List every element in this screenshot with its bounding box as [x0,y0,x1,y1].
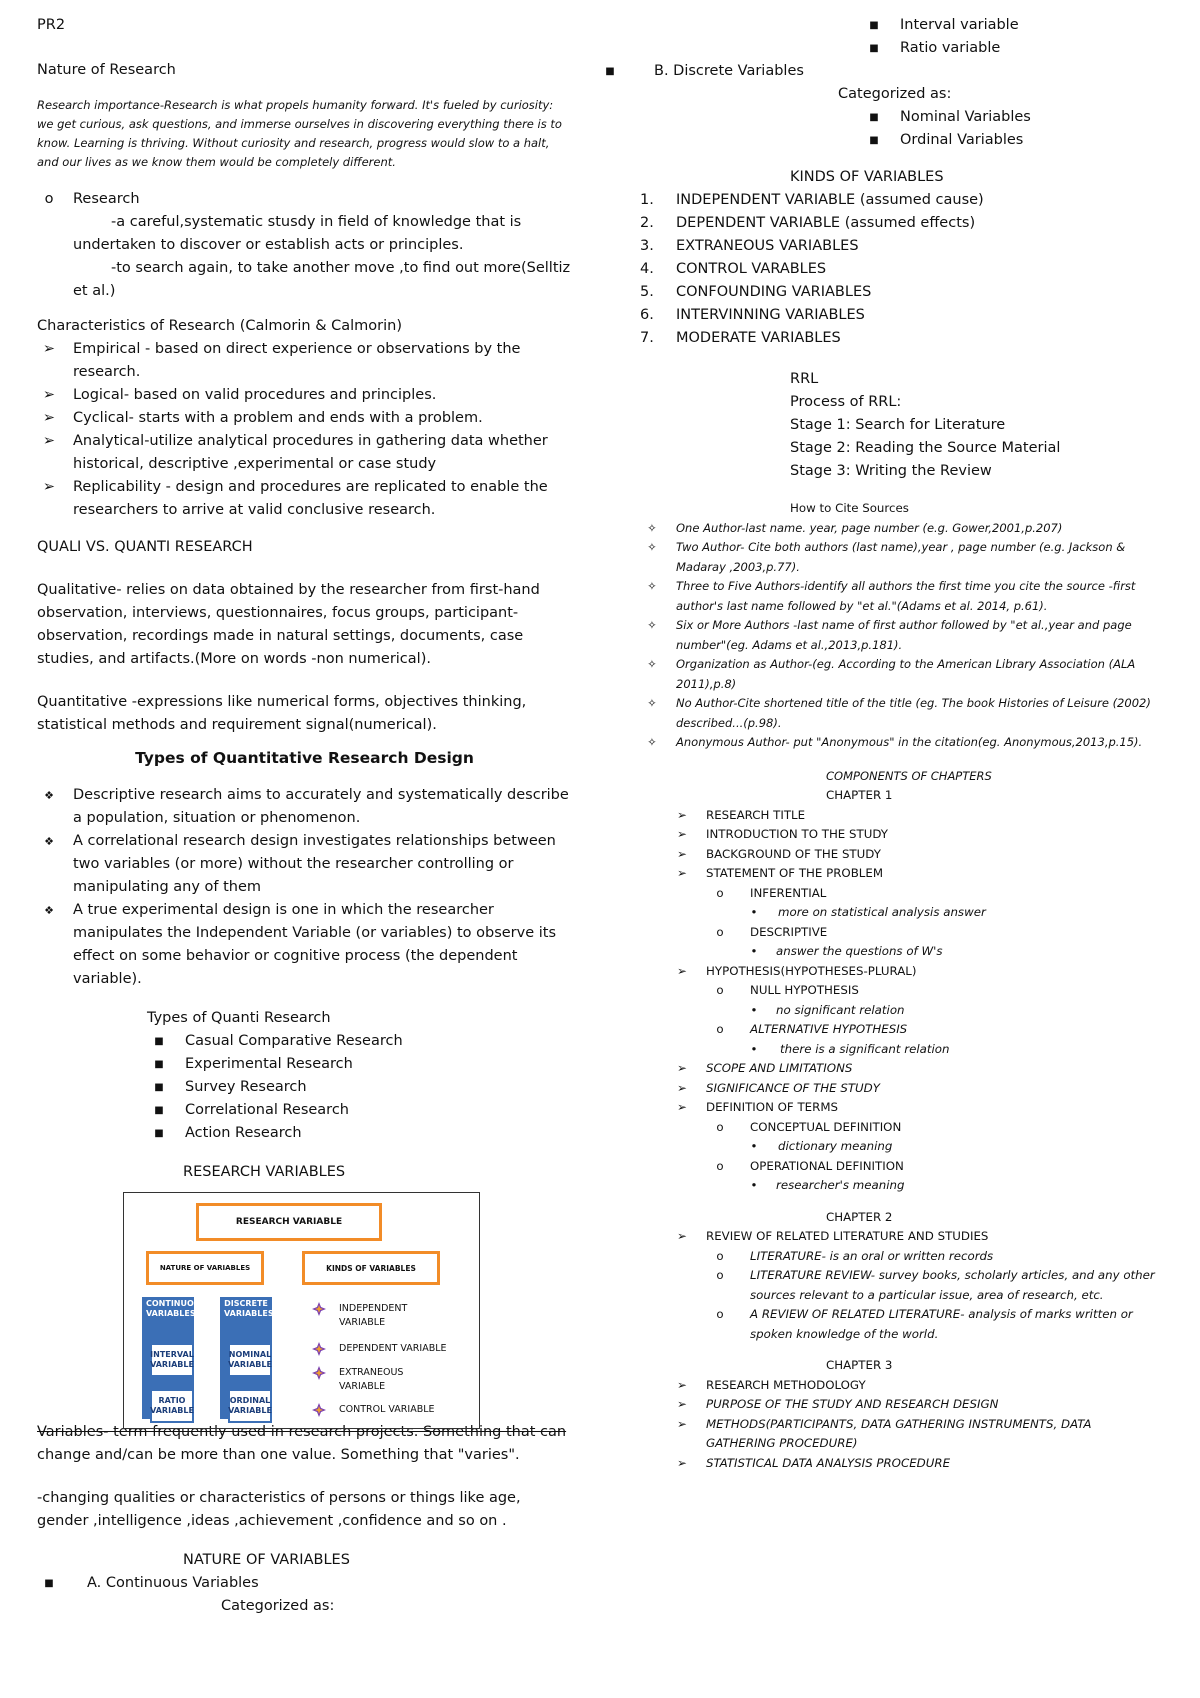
list-item: ➢ INTRODUCTION TO THE STUDY [670,825,1160,845]
list-item: ➢ SIGNIFICANCE OF THE STUDY [670,1079,1160,1099]
components-title: COMPONENTS OF CHAPTERS [826,768,992,783]
arrow-bullet-icon: ➢ [677,807,687,822]
arrow-bullet-icon: ➢ [42,387,56,403]
research-item: o Research [37,188,572,211]
list-item: ❖ Descriptive research aims to accurately and systematically describe a population, situation or phenomenon. [37,784,572,830]
qualitative-def: Qualitative- relies on data obtained by the researcher from first-hand observation, interviews, questionnaires, focus groups, participant-observation, recordings made in natural settings, documents, case studies, and artifacts.(More on words -non numerical). [37,582,540,667]
rrl-title: RRL [790,371,819,387]
arrow-bullet-icon: ➢ [677,1229,687,1243]
list-item: o LITERATURE REVIEW- survey books, scholarly articles, and any other sources relevant to a particular issue, area of research, etc. [670,1266,1160,1305]
list-item: ➢ Analytical-utilize analytical procedures in gathering data whether historical, descriptive ,experimental or case study [37,430,572,476]
list-item: o LITERATURE- is an oral or written records [670,1247,1160,1267]
variables-definition: Variables- term frequently used in research projects. Something that can change and/can be more than one value. Something that "varies". [37,1424,567,1463]
research-variables-title: RESEARCH VARIABLES [183,1164,346,1180]
diagram-interval-box: INTERVAL VARIABLE [150,1343,194,1377]
circle-bullet-icon: o [716,885,724,900]
list-item: ✧ Six or More Authors -last name of first author followed by "et al.,year and page number"(eg. Adams et al.,2013,p.181). [640,616,1160,655]
list-item: ■ Action Research [147,1122,572,1145]
chapter-3-title: CHAPTER 3 [826,1358,893,1372]
star-bullet-icon [312,1366,326,1380]
diamond-bullet-icon: ❖ [44,789,54,802]
arrow-bullet-icon: ➢ [677,827,687,841]
circle-bullet-icon: o [716,1119,724,1134]
characteristics-title: Characteristics of Research (Calmorin & Calmorin) [37,318,402,334]
categorized-label: Categorized as: [221,1598,335,1614]
arrow-bullet-icon: ➢ [677,1080,687,1095]
diagram-kind-item: INDEPENDENT VARIABLE [339,1302,439,1330]
list-item: ■ Nominal Variables [862,106,1160,129]
list-item: o ALTERNATIVE HYPOTHESIS [670,1020,1160,1040]
research-variable-diagram [123,1192,480,1429]
diamond-bullet-icon: ✧ [647,540,657,554]
types-design-heading: Types of Quantitative Research Design [135,749,474,767]
list-item: ➢ PURPOSE OF THE STUDY AND RESEARCH DESIGN [670,1395,1160,1415]
arrow-bullet-icon: ➢ [677,1416,687,1431]
circle-bullet-icon: o [716,1307,724,1321]
quantitative-def: Quantitative -expressions like numerical forms, objectives thinking, statistical methods and requirement signal(numerical). [37,694,527,733]
list-item: • dictionary meaning [670,1137,1160,1157]
list-item: ❖ A true experimental design is one in which the researcher manipulates the Independent Variable (or variables) to observe its effect on some behavior or cognitive process (the dependent variable). [37,899,572,991]
diamond-bullet-icon: ✧ [647,696,657,710]
list-item: o DESCRIPTIVE [670,923,1160,943]
circle-bullet-icon: o [716,1268,724,1282]
list-item: 5. CONFOUNDING VARIABLES [640,284,872,300]
square-bullet-icon: ■ [869,20,879,31]
rrl-stage: Stage 1: Search for Literature [790,417,1006,433]
rrl-stage: Stage 3: Writing the Review [790,463,992,479]
arrow-bullet-icon: ➢ [677,1397,687,1411]
diamond-bullet-icon: ✧ [647,579,657,593]
circle-bullet-icon: o [716,1022,724,1036]
dot-bullet-icon: • [750,944,758,958]
chapter-1-title: CHAPTER 1 [826,788,893,802]
research-importance: Research importance-Research is what propels humanity forward. It's fueled by curiosity: we get curious, ask questions, and immerse ourselves in discovering everything there is to know. Learning is thriving. Without curiosity and research, progress would slow to a halt, and our lives as we know them would be completely different. [37,98,562,169]
list-item: ➢ REVIEW OF RELATED LITERATURE AND STUDIES [670,1227,1160,1247]
list-item: ✧ No Author-Cite shortened title of the title (eg. The book Histories of Leisure (2002) described...(p.98). [640,694,1160,733]
list-item: ■ Interval variable [862,14,1160,37]
types-quanti-title: Types of Quanti Research [147,1010,331,1026]
diamond-bullet-icon: ❖ [44,904,54,917]
list-item: 3. EXTRANEOUS VARIABLES [640,238,859,254]
list-item: ■ Survey Research [147,1076,572,1099]
diamond-bullet-icon: ✧ [647,618,657,632]
diagram-kind-item: DEPENDENT VARIABLE [339,1342,469,1356]
diagram-nominal-box: NOMINAL VARIABLE [228,1343,272,1377]
square-bullet-icon: ■ [154,1105,164,1116]
list-item: o INFERENTIAL [670,884,1160,904]
list-item: • there is a significant relation [670,1040,1160,1060]
circle-bullet-icon: o [716,924,724,939]
list-item: ■ Casual Comparative Research [147,1030,572,1053]
arrow-bullet-icon: ➢ [677,846,687,861]
list-item: o OPERATIONAL DEFINITION [670,1157,1160,1177]
quali-quanti-title: QUALI VS. QUANTI RESEARCH [37,539,253,555]
list-item: ➢ Empirical - based on direct experience or observations by the research. [37,338,572,384]
arrow-bullet-icon: ➢ [42,433,56,449]
list-item: ➢ Cyclical- starts with a problem and ends with a problem. [37,407,572,430]
square-bullet-icon: ■ [605,66,615,77]
arrow-bullet-icon: ➢ [677,1061,687,1075]
circle-bullet-icon: o [716,1248,724,1263]
arrow-bullet-icon: ➢ [677,963,687,978]
list-item: ➢ DEFINITION OF TERMS [670,1098,1160,1118]
star-bullet-icon [312,1403,326,1417]
list-item: ➢ BACKGROUND OF THE STUDY [670,845,1160,865]
circle-bullet-icon: o [716,1158,724,1173]
diagram-discrete-box: DISCRETE VARIABLES [220,1297,272,1419]
subject-code: PR2 [37,17,66,33]
list-item: ✧ Three to Five Authors-identify all authors the first time you cite the source -first author's last name followed by "et al."(Adams et al. 2014, p.61). [640,577,1160,616]
dot-bullet-icon: • [750,1002,758,1017]
left-column [37,14,572,1618]
list-item: ✧ Two Author- Cite both authors (last name),year , page number (e.g. Jackson & Madaray ,2003,p.77). [640,538,1160,577]
arrow-bullet-icon: ➢ [677,866,687,880]
list-item: ➢ RESEARCH METHODOLOGY [670,1376,1160,1396]
square-bullet-icon: ■ [44,1578,54,1589]
list-item: ■ Correlational Research [147,1099,572,1122]
diagram-kinds-box: KINDS OF VARIABLES [302,1251,440,1285]
cite-sources-title: How to Cite Sources [790,501,909,515]
list-item: ■ A. Continuous Variables [37,1572,572,1595]
list-item: ➢ SCOPE AND LIMITATIONS [670,1059,1160,1079]
list-item: o CONCEPTUAL DEFINITION [670,1118,1160,1138]
arrow-bullet-icon: ➢ [677,1100,687,1114]
research-def-1: -a careful,systematic stusdy in field of knowledge that is undertaken to discover or establish acts or principles. [73,214,522,253]
list-item: ❖ A correlational research design investigates relationships between two variables (or more) without the researcher controlling or manipulating any of them [37,830,572,899]
list-item: ■ Ordinal Variables [862,129,1160,152]
dot-bullet-icon: • [750,905,758,919]
diagram-kind-item: EXTRANEOUS VARIABLE [339,1366,429,1394]
list-item: ➢ RESEARCH TITLE [670,806,1160,826]
list-item: ✧ One Author-last name. year, page number (e.g. Gower,2001,p.207) [640,519,1160,539]
list-item: ■ B. Discrete Variables [598,60,1160,83]
list-item: 7. MODERATE VARIABLES [640,330,841,346]
list-item: • researcher's meaning [670,1176,1160,1196]
list-item: ➢ HYPOTHESIS(HYPOTHESES-PLURAL) [670,962,1160,982]
rrl-process: Process of RRL: [790,394,902,410]
nature-of-variables-title: NATURE OF VARIABLES [183,1552,350,1568]
diagram-ordinal-box: ORDINAL VARIABLE [228,1389,272,1423]
dot-bullet-icon: • [750,1178,758,1192]
arrow-bullet-icon: ➢ [42,341,56,357]
list-item: o A REVIEW OF RELATED LITERATURE- analysis of marks written or spoken knowledge of the world. [670,1305,1160,1344]
research-def-2: -to search again, to take another move ,to find out more(Selltiz et al.) [73,260,571,299]
dot-bullet-icon: • [750,1041,758,1056]
diagram-ratio-box: RATIO VARIABLE [150,1389,194,1423]
circle-bullet-icon: o [716,983,724,997]
diagram-kind-item: CONTROL VARIABLE [339,1403,469,1417]
list-item: ➢ Logical- based on valid procedures and principles. [37,384,572,407]
square-bullet-icon: ■ [154,1059,164,1070]
variables-definition-2: -changing qualities or characteristics of persons or things like age, gender ,intelligence ,ideas ,achievement ,confidence and so on . [37,1490,521,1529]
list-item: ✧ Organization as Author-(eg. According to the American Library Association (ALA 2011),p.8) [640,655,1160,694]
chapter-2-title: CHAPTER 2 [826,1209,893,1224]
categorized-label: Categorized as: [838,86,952,102]
section-title: Nature of Research [37,62,176,78]
list-item: 2. DEPENDENT VARIABLE (assumed effects) [640,215,976,231]
diamond-bullet-icon: ✧ [647,520,657,535]
list-item: • no significant relation [670,1001,1160,1021]
kinds-of-variables-title: KINDS OF VARIABLES [790,169,944,185]
diagram-top-box: RESEARCH VARIABLE [196,1203,382,1241]
list-item: o NULL HYPOTHESIS [670,981,1160,1001]
square-bullet-icon: ■ [869,135,879,146]
square-bullet-icon: ■ [869,112,879,123]
square-bullet-icon: ■ [154,1082,164,1093]
rrl-stage: Stage 2: Reading the Source Material [790,440,1061,456]
circle-bullet-icon: o [44,191,54,207]
arrow-bullet-icon: ➢ [42,479,56,495]
list-item: ➢ Replicability - design and procedures are replicated to enable the researchers to arrive at valid conclusive research. [37,476,572,522]
list-item: 1. INDEPENDENT VARIABLE (assumed cause) [640,192,984,208]
list-item: ➢ METHODS(PARTICIPANTS, DATA GATHERING INSTRUMENTS, DATA GATHERING PROCEDURE) [670,1415,1160,1454]
arrow-bullet-icon: ➢ [677,1377,687,1392]
arrow-bullet-icon: ➢ [42,410,56,426]
list-item: ■ Experimental Research [147,1053,572,1076]
list-item: ✧ Anonymous Author- put "Anonymous" in the citation(eg. Anonymous,2013,p.15). [640,733,1160,753]
list-item: ➢ STATEMENT OF THE PROBLEM [670,864,1160,884]
star-bullet-icon [312,1302,326,1316]
diagram-nature-box: NATURE OF VARIABLES [146,1251,264,1285]
diamond-bullet-icon: ✧ [647,735,657,749]
diamond-bullet-icon: ✧ [647,657,657,671]
list-item: • answer the questions of W's [670,942,1160,962]
right-column [605,14,1160,1473]
star-bullet-icon [312,1342,326,1356]
square-bullet-icon: ■ [869,43,879,54]
diamond-bullet-icon: ❖ [44,835,54,848]
list-item: 6. INTERVINNING VARIABLES [640,307,865,323]
square-bullet-icon: ■ [154,1036,164,1047]
list-item: • more on statistical analysis answer [670,903,1160,923]
list-item: ■ Ratio variable [862,37,1160,60]
diagram-continuous-box: CONTINUOUS VARIABLES [142,1297,194,1419]
dot-bullet-icon: • [750,1139,758,1153]
list-item: 4. CONTROL VARABLES [640,261,827,277]
list-item: ➢ STATISTICAL DATA ANALYSIS PROCEDURE [670,1454,1160,1474]
square-bullet-icon: ■ [154,1128,164,1139]
arrow-bullet-icon: ➢ [677,1455,687,1470]
